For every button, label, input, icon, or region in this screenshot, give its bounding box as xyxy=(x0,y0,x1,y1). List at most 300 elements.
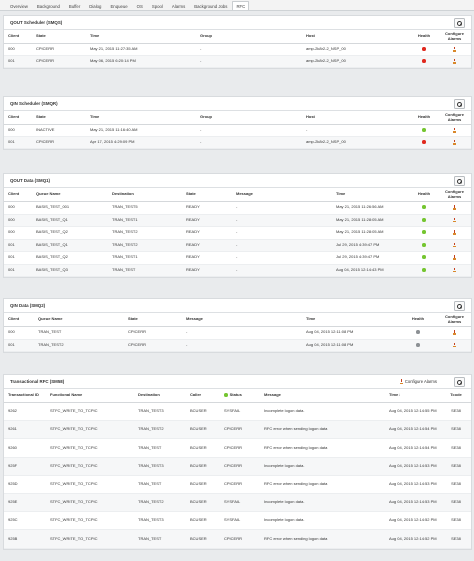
qin-data-panel xyxy=(3,298,472,353)
column-header xyxy=(4,188,32,202)
time-cell: May 21, 2015 11:16:40 AM xyxy=(86,125,196,137)
client-cell: 000 xyxy=(4,202,32,215)
column-header xyxy=(4,389,46,403)
message-cell: - xyxy=(232,227,332,240)
state-cell: READY xyxy=(182,214,232,227)
column-header xyxy=(302,30,410,44)
group-cell: - xyxy=(196,56,302,68)
dest-cell: TRAN_TEST2 xyxy=(108,227,182,240)
tab-bar xyxy=(0,0,474,11)
search-icon[interactable] xyxy=(454,176,465,186)
fn-cell: STFC_WRITE_TO_TCPIC xyxy=(46,403,134,421)
column-header xyxy=(438,313,471,327)
dest-cell: TRAN_TEST xyxy=(134,530,186,548)
configure-alarms-cell[interactable] xyxy=(438,44,471,56)
table-row[interactable] xyxy=(4,44,471,56)
time-cell: Jul 29, 2015 4:39:47 PM xyxy=(332,252,410,265)
table-row[interactable] xyxy=(4,214,471,227)
column-header xyxy=(438,30,471,44)
column-header xyxy=(220,389,260,403)
column-header-label: Health xyxy=(417,114,431,120)
column-header-label: Caller xyxy=(190,392,202,398)
health-cell xyxy=(398,339,438,352)
configure-alarms-cell[interactable] xyxy=(438,252,471,265)
time-cell: Jul 29, 2015 4:39:47 PM xyxy=(332,239,410,252)
configure-alarms-cell[interactable] xyxy=(438,264,471,277)
column-header xyxy=(410,111,438,125)
caller-cell: BCUSER xyxy=(186,439,220,457)
configure-alarms-label: Configure Alarms xyxy=(404,379,437,384)
client-cell: 001 xyxy=(4,239,32,252)
table-row[interactable] xyxy=(4,475,471,493)
message-cell: - xyxy=(232,214,332,227)
queue-cell: BASIS_TEST_Q2 xyxy=(32,227,108,240)
host-cell: amp-2k8r2-2_NSP_00 xyxy=(302,137,410,149)
column-header xyxy=(186,389,220,403)
tab-alarms[interactable]: Alarms xyxy=(171,3,186,9)
caller-cell: BCUSER xyxy=(186,512,220,530)
column-header-label: State xyxy=(36,33,46,39)
time-cell: May 21, 2015 11:26:56 AM xyxy=(332,202,410,215)
time-cell: Aug 04, 2015 12:14:55 PM xyxy=(385,403,441,421)
table-row[interactable] xyxy=(4,493,471,511)
search-icon[interactable] xyxy=(454,377,465,387)
tab-rfc[interactable]: RFC xyxy=(232,1,249,10)
qin-data-table xyxy=(4,313,471,352)
column-header xyxy=(302,313,398,327)
message-cell: - xyxy=(232,252,332,265)
table-row[interactable] xyxy=(4,403,471,421)
qout-data-table xyxy=(4,188,471,277)
state-cell: CPICERR xyxy=(32,56,86,68)
column-header xyxy=(232,188,332,202)
configure-alarms-cell[interactable] xyxy=(438,239,471,252)
client-cell: 000 xyxy=(4,327,34,340)
column-header-label: Configure Alarms xyxy=(445,188,464,199)
alarm-icon[interactable] xyxy=(453,255,457,260)
time-cell: May 21, 2015 11:28:05 AM xyxy=(332,214,410,227)
configure-alarms-cell[interactable] xyxy=(438,202,471,215)
tcode-cell: SE38 xyxy=(441,512,471,530)
column-header-label: Time xyxy=(336,191,346,197)
column-header-label: Destination xyxy=(112,191,134,197)
health-cell xyxy=(410,239,438,252)
tab-enqueue[interactable]: Enqueue xyxy=(110,3,128,9)
dest-cell: TRAN_TEST xyxy=(134,439,186,457)
configure-alarms-link[interactable] xyxy=(399,379,437,384)
column-header-label: Queue Name xyxy=(38,316,63,322)
group-cell: - xyxy=(196,125,302,137)
health-cell xyxy=(410,125,438,137)
column-header xyxy=(260,389,385,403)
tab-buffer[interactable]: Buffer xyxy=(68,3,81,9)
health-green-icon xyxy=(422,205,426,209)
column-header-label: Client xyxy=(8,316,20,322)
state-cell: CPICERR xyxy=(124,327,182,340)
state-cell: READY xyxy=(182,239,232,252)
column-header xyxy=(124,313,182,327)
state-cell: READY xyxy=(182,202,232,215)
time-cell: Aug 04, 2015 12:14:52 PM xyxy=(385,530,441,548)
state-cell: READY xyxy=(182,252,232,265)
column-header xyxy=(32,111,86,125)
queue-cell: BASIS_TEST_Q1 xyxy=(32,239,108,252)
health-red-icon xyxy=(422,140,426,144)
column-header-label: Client xyxy=(8,114,20,120)
panel-title: QOUT Scheduler (SMQS) xyxy=(10,20,63,25)
configure-alarms-cell[interactable] xyxy=(438,137,471,149)
health-grey-icon xyxy=(416,343,420,347)
id-cell: 925E xyxy=(4,493,46,511)
column-header xyxy=(410,30,438,44)
trfc-table xyxy=(4,389,471,549)
column-header xyxy=(46,389,134,403)
tab-background-jobs[interactable]: Background Jobs xyxy=(194,3,228,9)
caller-cell: BCUSER xyxy=(186,421,220,439)
column-header xyxy=(4,30,32,44)
health-green-icon xyxy=(422,243,426,247)
message-cell: Incomplete logon data. xyxy=(260,457,385,475)
alarm-icon[interactable] xyxy=(453,140,457,145)
client-cell: 001 xyxy=(4,339,34,352)
column-header-label: Message xyxy=(236,191,253,197)
health-cell xyxy=(410,137,438,149)
column-header xyxy=(441,389,471,403)
dest-cell: TRAN_TEST2 xyxy=(134,421,186,439)
column-header xyxy=(4,313,34,327)
dest-cell: TRAN_TEST2 xyxy=(134,493,186,511)
panel-title: QIN Data (SMQ2) xyxy=(10,303,46,308)
message-cell: - xyxy=(232,202,332,215)
group-cell: - xyxy=(196,44,302,56)
sort-arrow-icon[interactable]: ↓ xyxy=(398,392,401,398)
alarm-icon[interactable] xyxy=(453,47,457,52)
table-row[interactable] xyxy=(4,125,471,137)
table-row[interactable] xyxy=(4,439,471,457)
table-row[interactable] xyxy=(4,239,471,252)
configure-alarms-cell[interactable] xyxy=(438,339,471,352)
id-cell: 925F xyxy=(4,457,46,475)
dest-cell: TRAN_TEST xyxy=(108,264,182,277)
column-header xyxy=(302,111,410,125)
column-header-label: Client xyxy=(8,33,20,39)
column-header-label: State xyxy=(36,114,46,120)
alarm-icon[interactable] xyxy=(453,330,457,335)
search-icon[interactable] xyxy=(454,18,465,28)
status-cell: SYSFAIL xyxy=(220,512,260,530)
time-cell: Aug 04, 2015 12:14:53 PM xyxy=(385,457,441,475)
column-header-label: Message xyxy=(264,392,281,398)
state-cell: INACTIVE xyxy=(32,125,86,137)
column-header-label: Health xyxy=(417,33,431,39)
panel-header xyxy=(4,97,471,111)
tcode-cell: SE38 xyxy=(441,457,471,475)
dest-cell: TRAN_TEST1 xyxy=(108,214,182,227)
column-header-label: Status xyxy=(229,392,242,398)
health-cell xyxy=(398,327,438,340)
alarm-icon[interactable] xyxy=(453,59,457,64)
status-cell: CPICERR xyxy=(220,421,260,439)
time-cell: Aug 04, 2015 12:14:54 PM xyxy=(385,439,441,457)
time-cell: Aug 04, 2015 12:14:53 PM xyxy=(385,475,441,493)
column-header xyxy=(86,111,196,125)
panel-header xyxy=(4,375,471,389)
column-header-label: Client xyxy=(8,191,20,197)
search-icon[interactable] xyxy=(454,301,465,311)
health-cell xyxy=(410,252,438,265)
status-cell: CPICERR xyxy=(220,475,260,493)
column-header xyxy=(398,313,438,327)
queue-cell: TRAN_TEST xyxy=(34,327,124,340)
panel-title: QIN Scheduler (SMQR) xyxy=(10,101,58,106)
status-cell: SYSFAIL xyxy=(220,403,260,421)
fn-cell: STFC_WRITE_TO_TCPIC xyxy=(46,530,134,548)
fn-cell: STFC_WRITE_TO_TCPIC xyxy=(46,512,134,530)
alarm-icon[interactable] xyxy=(453,218,457,223)
tcode-cell: SE38 xyxy=(441,475,471,493)
column-header-label: Host xyxy=(306,33,315,39)
queue-cell: BASIS_TEST_Q2 xyxy=(32,252,108,265)
dest-cell: TRAN_TEST3 xyxy=(134,457,186,475)
health-red-icon xyxy=(422,59,426,63)
client-cell: 000 xyxy=(4,125,32,137)
table-row[interactable] xyxy=(4,202,471,215)
fn-cell: STFC_WRITE_TO_TCPIC xyxy=(46,439,134,457)
column-header-label: Time xyxy=(306,316,316,322)
message-cell: RFC error when sending logon data xyxy=(260,421,385,439)
id-cell: 925B xyxy=(4,530,46,548)
health-grey-icon xyxy=(416,330,420,334)
queue-cell: BASIS_TEST_Q1 xyxy=(32,214,108,227)
message-cell: Incomplete logon data. xyxy=(260,512,385,530)
dest-cell: TRAN_TEST1 xyxy=(108,252,182,265)
status-cell: CPICERR xyxy=(220,530,260,548)
table-row[interactable] xyxy=(4,227,471,240)
dest-cell: TRAN_TEST2 xyxy=(108,239,182,252)
column-header xyxy=(196,111,302,125)
alarm-icon xyxy=(399,379,403,384)
panel-header xyxy=(4,16,471,30)
qout-scheduler-table xyxy=(4,30,471,68)
column-header-label: State xyxy=(186,191,196,197)
tab-spool[interactable]: Spool xyxy=(151,3,163,9)
column-header xyxy=(32,30,86,44)
state-cell: CPICERR xyxy=(124,339,182,352)
host-cell: amp-2k8r2-2_NSP_00 xyxy=(302,44,410,56)
message-cell: Incomplete logon data. xyxy=(260,403,385,421)
health-green-icon xyxy=(422,255,426,259)
time-cell: Aug 04, 2015 12:11:08 PM xyxy=(302,327,398,340)
time-cell: Aug 04, 2015 12:14:43 PM xyxy=(332,264,410,277)
message-cell: RFC error when sending logon data xyxy=(260,439,385,457)
state-cell: READY xyxy=(182,227,232,240)
table-row[interactable] xyxy=(4,457,471,475)
configure-alarms-cell[interactable] xyxy=(438,227,471,240)
column-header-label: Host xyxy=(306,114,315,120)
health-green-icon xyxy=(422,128,426,132)
health-cell xyxy=(410,264,438,277)
column-header xyxy=(4,111,32,125)
health-green-icon xyxy=(422,268,426,272)
health-cell xyxy=(410,202,438,215)
dest-cell: TRAN_TEST3 xyxy=(134,512,186,530)
health-green-icon xyxy=(422,218,426,222)
queue-cell: TRAN_TEST2 xyxy=(34,339,124,352)
dest-cell: TRAN_TEST3 xyxy=(134,403,186,421)
status-cell: CPICERR xyxy=(220,457,260,475)
column-header-label: Configure Alarms xyxy=(445,30,464,41)
column-header-label: Destination xyxy=(138,392,160,398)
health-green-icon xyxy=(422,230,426,234)
table-row[interactable] xyxy=(4,137,471,149)
id-cell: 925C xyxy=(4,512,46,530)
column-header-label: Group xyxy=(200,114,212,120)
time-cell: Aug 04, 2015 12:11:08 PM xyxy=(302,339,398,352)
column-header-label: Group xyxy=(200,33,212,39)
table-row[interactable] xyxy=(4,252,471,265)
column-header xyxy=(108,188,182,202)
configure-alarms-cell[interactable] xyxy=(438,125,471,137)
table-row[interactable] xyxy=(4,530,471,548)
fn-cell: STFC_WRITE_TO_TCPIC xyxy=(46,493,134,511)
qin-scheduler-table xyxy=(4,111,471,149)
tab-os[interactable]: OS xyxy=(136,3,143,9)
caller-cell: BCUSER xyxy=(186,475,220,493)
column-header-label: Time xyxy=(90,33,100,39)
column-header xyxy=(410,188,438,202)
time-cell: Aug 04, 2015 12:14:53 PM xyxy=(385,493,441,511)
column-header-label: Queue Name xyxy=(36,191,61,197)
column-header-label: Transactional ID xyxy=(8,392,39,398)
health-cell xyxy=(410,214,438,227)
message-cell: - xyxy=(182,339,302,352)
tab-dialog[interactable]: Dialog xyxy=(89,3,102,9)
caller-cell: BCUSER xyxy=(186,403,220,421)
table-row[interactable] xyxy=(4,421,471,439)
column-header xyxy=(86,30,196,44)
time-cell: Apr 17, 2015 4:29:09 PM xyxy=(86,137,196,149)
column-header xyxy=(34,313,124,327)
table-row[interactable] xyxy=(4,264,471,277)
column-header-label: Functional Name xyxy=(50,392,83,398)
host-cell: - xyxy=(302,125,410,137)
column-header xyxy=(182,188,232,202)
alarm-icon[interactable] xyxy=(453,268,457,273)
search-icon[interactable] xyxy=(454,99,465,109)
time-cell: Aug 04, 2015 12:14:54 PM xyxy=(385,421,441,439)
table-row[interactable] xyxy=(4,327,471,340)
status-dot-icon xyxy=(224,393,228,397)
time-cell: May 21, 2015 11:27:35 AM xyxy=(86,44,196,56)
qout-scheduler-panel xyxy=(3,15,472,69)
qout-data-panel xyxy=(3,173,472,278)
state-cell: CPICERR xyxy=(32,137,86,149)
configure-alarms-cell[interactable] xyxy=(438,214,471,227)
group-cell: - xyxy=(196,137,302,149)
message-cell: RFC error when sending logon data xyxy=(260,475,385,493)
host-cell: amp-2k8r2-2_NSP_00 xyxy=(302,56,410,68)
column-header xyxy=(332,188,410,202)
message-cell: RFC error when sending logon data xyxy=(260,530,385,548)
message-cell: Incomplete logon data. xyxy=(260,493,385,511)
health-cell xyxy=(410,44,438,56)
state-cell: CPICERR xyxy=(32,44,86,56)
tcode-cell: SE38 xyxy=(441,403,471,421)
column-header xyxy=(32,188,108,202)
tcode-cell: SE38 xyxy=(441,439,471,457)
message-cell: - xyxy=(232,239,332,252)
trfc-panel xyxy=(3,374,472,550)
tab-background[interactable]: Background xyxy=(36,3,60,9)
column-header xyxy=(438,111,471,125)
client-cell: 001 xyxy=(4,56,32,68)
caller-cell: BCUSER xyxy=(186,457,220,475)
configure-alarms-cell[interactable] xyxy=(438,327,471,340)
tcode-cell: SE38 xyxy=(441,530,471,548)
tab-overview[interactable]: Overview xyxy=(10,3,28,9)
time-cell: Aug 04, 2015 12:14:52 PM xyxy=(385,512,441,530)
column-header-label: Time xyxy=(389,392,399,398)
state-cell: READY xyxy=(182,264,232,277)
column-header-label: Tcode xyxy=(450,392,462,398)
client-cell: 000 xyxy=(4,227,32,240)
column-header-label: Time xyxy=(90,114,100,120)
health-cell xyxy=(410,227,438,240)
id-cell: 9261 xyxy=(4,421,46,439)
time-cell: May 06, 2015 6:20:14 PM xyxy=(86,56,196,68)
time-cell: May 21, 2015 11:28:05 AM xyxy=(332,227,410,240)
caller-cell: BCUSER xyxy=(186,530,220,548)
alarm-icon[interactable] xyxy=(453,128,457,133)
id-cell: 9260 xyxy=(4,439,46,457)
status-cell: CPICERR xyxy=(220,439,260,457)
health-cell xyxy=(410,56,438,68)
alarm-icon[interactable] xyxy=(453,205,457,210)
queue-cell: BASIS_TEST_001 xyxy=(32,202,108,215)
column-header-label: Configure Alarms xyxy=(445,313,464,324)
column-header-label: Health xyxy=(411,316,425,322)
qin-scheduler-panel xyxy=(3,96,472,150)
column-header-label: Health xyxy=(417,191,431,197)
column-header-label: Configure Alarms xyxy=(445,111,464,122)
column-header xyxy=(196,30,302,44)
fn-cell: STFC_WRITE_TO_TCPIC xyxy=(46,457,134,475)
panel-header xyxy=(4,174,471,188)
configure-alarms-cell[interactable] xyxy=(438,56,471,68)
column-header xyxy=(182,313,302,327)
status-cell: SYSFAIL xyxy=(220,493,260,511)
alarm-icon[interactable] xyxy=(453,230,457,235)
id-cell: 9262 xyxy=(4,403,46,421)
table-row[interactable] xyxy=(4,339,471,352)
table-row[interactable] xyxy=(4,56,471,68)
fn-cell: STFC_WRITE_TO_TCPIC xyxy=(46,421,134,439)
client-cell: 001 xyxy=(4,264,32,277)
client-cell: 001 xyxy=(4,252,32,265)
alarm-icon[interactable] xyxy=(453,343,457,348)
column-header-label: State xyxy=(128,316,138,322)
column-header xyxy=(385,389,441,403)
tcode-cell: SE38 xyxy=(441,421,471,439)
panel-header xyxy=(4,299,471,313)
column-header-label: Message xyxy=(186,316,203,322)
message-cell: - xyxy=(182,327,302,340)
alarm-icon[interactable] xyxy=(453,243,457,248)
column-header xyxy=(134,389,186,403)
table-row[interactable] xyxy=(4,512,471,530)
fn-cell: STFC_WRITE_TO_TCPIC xyxy=(46,475,134,493)
panel-title: QOUT Data (SMQ1) xyxy=(10,178,51,183)
